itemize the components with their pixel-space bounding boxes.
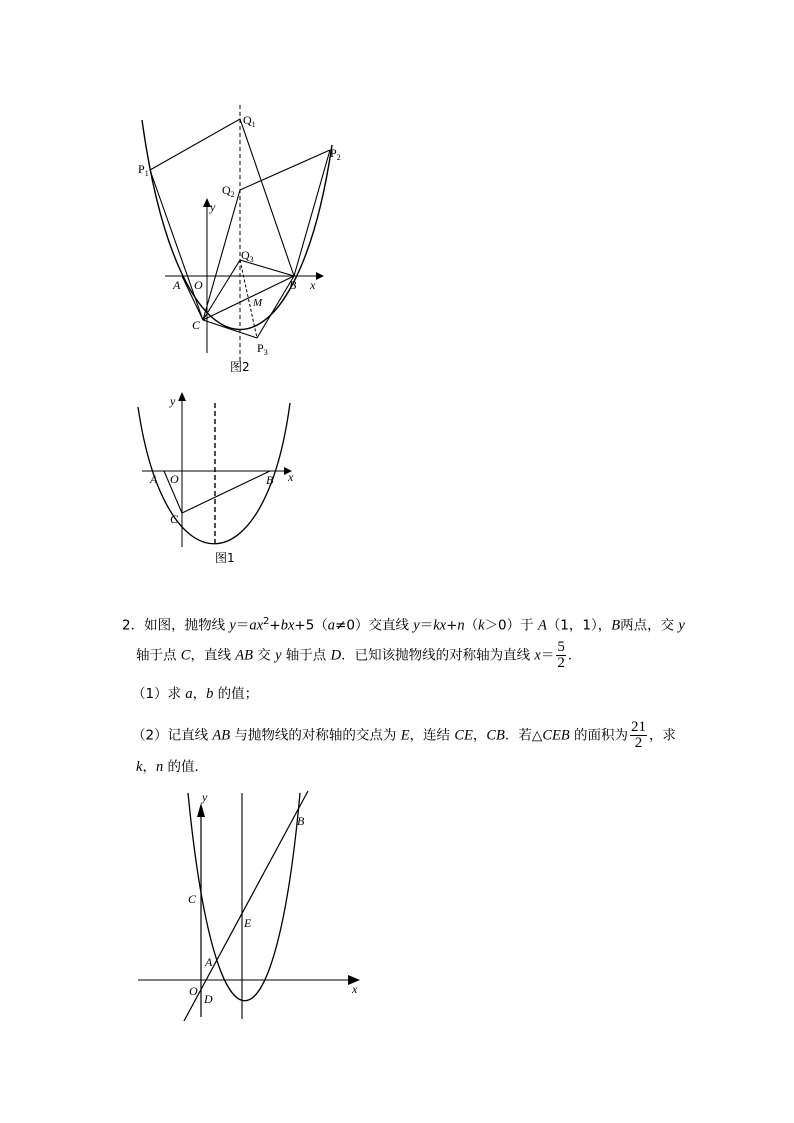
label-m: M bbox=[253, 297, 263, 309]
line-ab bbox=[184, 791, 308, 1021]
label-p2: $P_2$ bbox=[330, 146, 341, 162]
label-c: C bbox=[188, 892, 197, 906]
label-y: y bbox=[202, 790, 208, 804]
label-c: C bbox=[192, 318, 201, 332]
problem-2-part-1: （1）求 a，b 的值； bbox=[132, 686, 259, 702]
x-axis-arrow bbox=[316, 272, 324, 280]
label-a: A bbox=[205, 955, 213, 969]
label-a: A bbox=[150, 472, 158, 486]
problem-2-part-2: （2）记直线 AB 与抛物线的对称轴的交点为 E，连结 CE，CB．若△CEB 的面积为 $\frac{21}{2}$ ，求 bbox=[132, 719, 676, 751]
segment-c-b bbox=[182, 471, 270, 513]
label-y: y bbox=[210, 200, 216, 214]
label-x: x bbox=[352, 982, 358, 996]
segment-p2-b bbox=[294, 150, 330, 276]
fraction-21-2: $\frac{21}{2}$ bbox=[631, 719, 646, 751]
figure-2 bbox=[120, 95, 360, 380]
figure-3 bbox=[130, 785, 370, 1030]
segment-c-q2 bbox=[203, 190, 240, 320]
segment-q2-p2 bbox=[240, 150, 330, 190]
label-p3: $P_3$ bbox=[257, 341, 268, 357]
label-o: O bbox=[170, 472, 179, 486]
fraction-5-2: $\frac{5}{2}$ bbox=[557, 639, 565, 671]
label-e: E bbox=[244, 916, 252, 930]
y-axis-arrow bbox=[178, 392, 186, 401]
label-a: A bbox=[173, 278, 181, 292]
y-axis-arrow bbox=[197, 803, 205, 817]
parabola bbox=[142, 120, 332, 329]
label-q2: $Q_2$ bbox=[222, 183, 235, 199]
label-q3: $Q_3$ bbox=[241, 248, 254, 264]
label-p1: $P_1$ bbox=[138, 162, 149, 178]
label-b: B bbox=[289, 278, 297, 292]
label-y: y bbox=[170, 394, 176, 408]
segment-q3-b bbox=[240, 260, 294, 276]
label-o: O bbox=[189, 984, 198, 998]
problem-2-line-1: 2．如图，抛物线 $y=ax^2+bx+5(a\ne 0)$交直线 y＝kx+n（k＞0）于 A（1，1），B两点，交 y bbox=[122, 616, 685, 634]
problem-2-part-2-cont: k，n 的值． bbox=[136, 759, 208, 775]
label-c: C bbox=[170, 512, 179, 526]
figure-1 bbox=[120, 385, 320, 570]
label-o: O bbox=[194, 278, 203, 292]
label-x: x bbox=[288, 470, 294, 484]
parabola bbox=[188, 793, 300, 1001]
label-b: B bbox=[297, 814, 305, 828]
label-d: D bbox=[204, 992, 213, 1006]
segment-p1-c bbox=[150, 170, 203, 320]
problem-2-line-2: 轴于点 C，直线 AB 交 y 轴于点 D．已知该抛物线的对称轴为直线 x＝ $\frac{5}{2}$ ． bbox=[136, 639, 582, 671]
label-b: B bbox=[266, 473, 274, 487]
figure-2-caption: 图2 bbox=[230, 360, 250, 374]
label-x: x bbox=[310, 278, 316, 292]
figure-1-caption: 图1 bbox=[215, 551, 235, 565]
label-q1: $Q_1$ bbox=[243, 113, 256, 129]
